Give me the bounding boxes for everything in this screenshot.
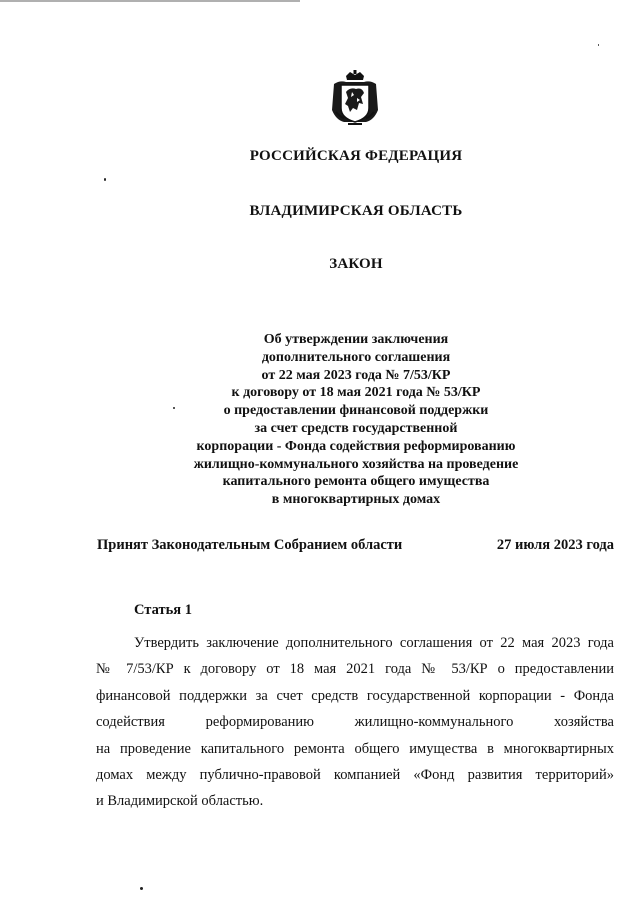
article-line: Утвердить заключение дополнительного соглашения от 22 мая 2023 года	[134, 635, 614, 651]
subject-line: дополнительного соглашения	[261, 349, 451, 365]
article-body	[96, 630, 614, 815]
article-line: и Владимирской областью.	[96, 793, 264, 810]
subject-line: к договору от 18 мая 2021 года № 53/КР	[231, 385, 481, 401]
subject-line: жилищно-коммунального хозяйства на проведение	[193, 456, 519, 472]
scan-edge-line	[0, 0, 300, 2]
article-word: реформированию	[205, 714, 314, 731]
article-word: хозяйства	[554, 714, 614, 731]
adopted-by: Принят Законодательным Собранием области	[97, 537, 403, 553]
country-title: РОССИЙСКАЯ ФЕДЕРАЦИЯ	[249, 148, 463, 164]
article-line: на проведение капитального ремонта общего имущества в многоквартирных	[96, 740, 614, 757]
subject-line: корпорации - Фонда содействия реформированию	[196, 438, 516, 454]
subject-line: Об утверждении заключения	[263, 332, 449, 347]
scan-speck	[104, 178, 106, 181]
article-word: содействия	[96, 714, 165, 731]
article-line: № 7/53/КР к договору от 18 мая 2021 года № 53/КР о предоставлении	[96, 661, 614, 678]
subject-line: за счет средств государственной	[254, 420, 458, 436]
subject-line: капитального ремонта общего имущества	[222, 474, 490, 490]
article-line: домах между публично-правовой компанией «Фонд развития территорий»	[96, 766, 614, 783]
article-line	[96, 709, 614, 735]
subject-line: о предоставлении финансовой поддержки	[223, 403, 489, 419]
region-title: ВЛАДИМИРСКАЯ ОБЛАСТЬ	[249, 203, 463, 219]
document-type-title: ЗАКОН	[329, 256, 383, 272]
article-title: Статья 1	[134, 602, 192, 618]
scan-speck	[598, 44, 599, 46]
scan-speck	[140, 887, 143, 890]
coat-of-arms-icon	[326, 70, 384, 128]
subject-line: от 22 мая 2023 года № 7/53/КР	[261, 367, 451, 383]
law-subject	[36, 331, 640, 509]
article-word: жилищно-коммунального	[354, 714, 514, 731]
adoption-date: 27 июля 2023 года	[496, 537, 614, 553]
subject-line: в многоквартирных домах	[271, 492, 441, 508]
article-line: финансовой поддержки за счет средств государственной корпорации - Фонда	[96, 687, 614, 704]
